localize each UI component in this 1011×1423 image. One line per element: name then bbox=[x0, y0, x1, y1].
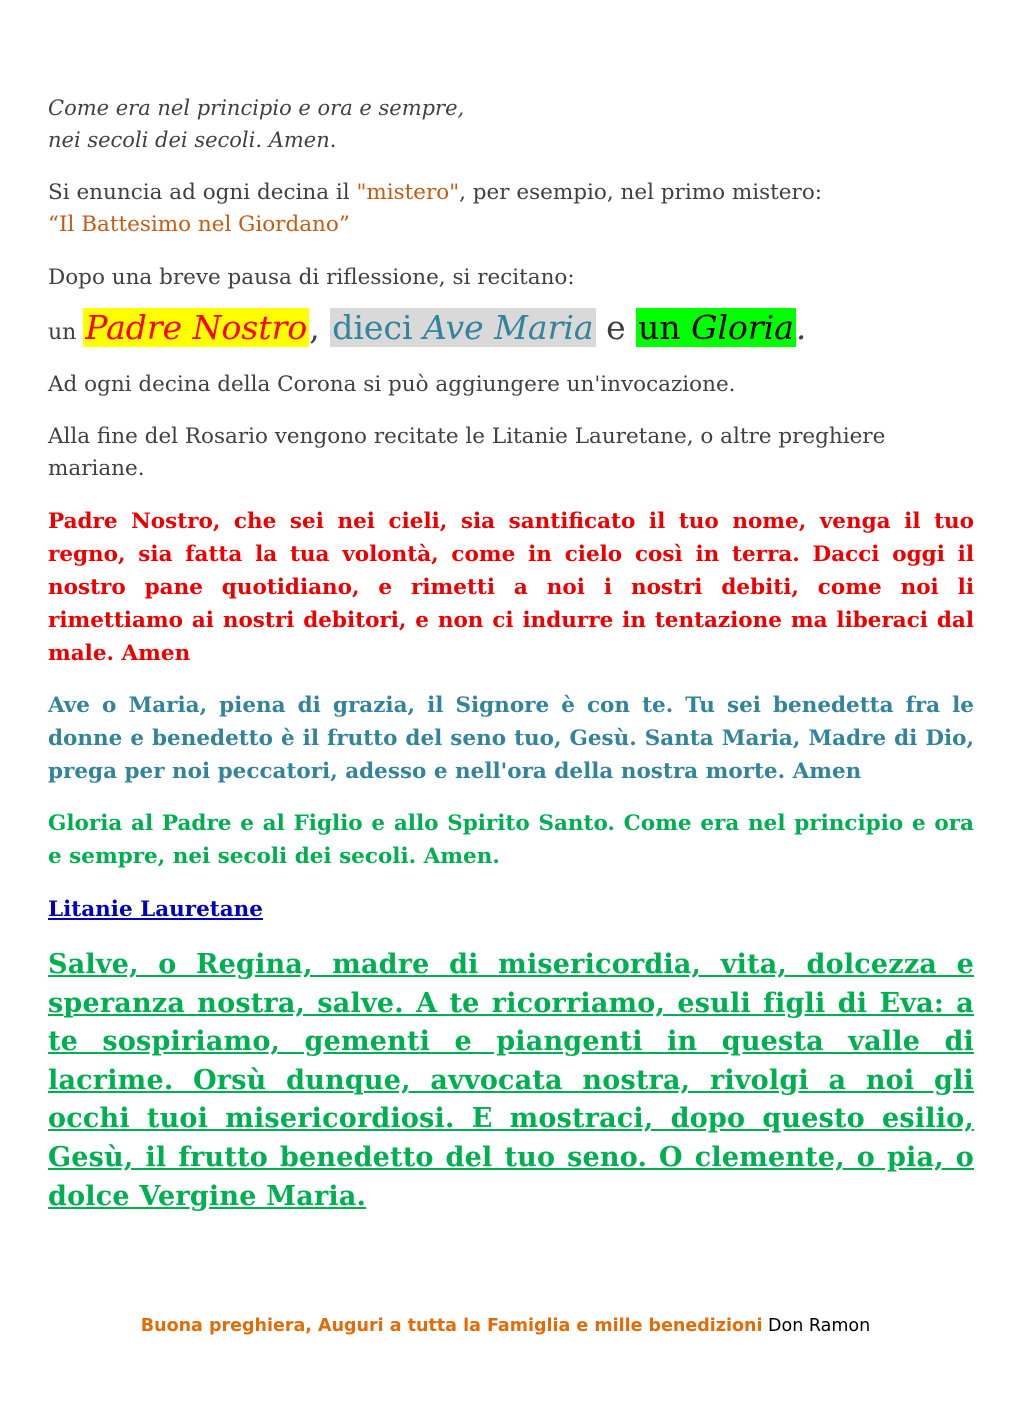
ave-maria-prayer: Ave o Maria, piena di grazia, il Signore è con te. Tu sei benedetta fra le donne e benedetto è il frutto del seno tuo, Gesù. Santa Maria, Madre di Dio, prega per noi peccatori, adesso e nell'ora della nostra morte. Amen bbox=[48, 693, 974, 784]
summary-ave-maria: Ave Maria bbox=[422, 308, 594, 347]
pause-paragraph: Dopo una breve pausa di riflessione, si recitano: bbox=[48, 265, 575, 290]
mystery-text-before: Si enuncia ad ogni decina il bbox=[48, 180, 357, 205]
summary-gloria-group bbox=[636, 308, 796, 347]
mystery-paragraph bbox=[48, 177, 974, 241]
intro-verse bbox=[48, 92, 974, 156]
summary-comma: , bbox=[309, 308, 320, 347]
footer-message: Buona preghiera, Auguri a tutta la Famiglia e mille benedizioni bbox=[140, 1316, 763, 1336]
rosary-summary bbox=[48, 306, 974, 355]
mystery-text-after: , per esempio, nel primo mistero: bbox=[459, 180, 823, 205]
summary-dieci: dieci bbox=[332, 308, 423, 347]
invocation-paragraph: Ad ogni decina della Corona si può aggiungere un'invocazione. bbox=[48, 372, 736, 397]
summary-ave-maria-group bbox=[330, 308, 595, 347]
summary-and: e bbox=[595, 308, 637, 347]
intro-line-2: nei secoli dei secoli. Amen. bbox=[48, 128, 337, 152]
document-page bbox=[48, 92, 974, 1216]
mystery-highlight: "mistero" bbox=[356, 180, 460, 205]
summary-padre-nostro: Padre Nostro bbox=[85, 308, 308, 347]
gloria-prayer: Gloria al Padre e al Figlio e allo Spirito Santo. Come era nel principio e ora e sempre, nei secoli dei secoli. Amen. bbox=[48, 811, 974, 869]
summary-un-1: un bbox=[48, 320, 84, 345]
footer-blessing bbox=[0, 1314, 1011, 1338]
mystery-instruction bbox=[48, 177, 974, 209]
salve-regina-prayer: Salve, o Regina, madre di misericordia, vita, dolcezza e speranza nostra, salve. A te ricorriamo, esuli figli di Eva: a te sospiriamo, gementi e piangenti in questa valle di lacrime. Orsù dunque, avvocata nostra, rivolgi a noi gli occhi tuoi misericordiosi. E mostraci, dopo questo esilio, Gesù, il frutto benedetto del tuo seno. O clemente, o pia, o dolce Vergine Maria. bbox=[48, 949, 974, 1212]
litanie-lauretane-link[interactable]: Litanie Lauretane bbox=[48, 897, 263, 922]
mystery-example: “Il Battesimo nel Giordano” bbox=[48, 212, 350, 237]
footer-signature: Don Ramon bbox=[768, 1316, 871, 1336]
summary-un-2: un bbox=[638, 308, 692, 347]
padre-nostro-prayer: Padre Nostro, che sei nei cieli, sia santificato il tuo nome, venga il tuo regno, sia fatta la tua volontà, come in cielo così in terra. Dacci oggi il nostro pane quotidiano, e rimetti a noi i nostri debiti, come noi li rimettiamo ai nostri debitori, e non ci indurre in tentazione ma liberaci dal male. Amen bbox=[48, 509, 974, 666]
summary-gloria: Gloria bbox=[691, 308, 794, 347]
summary-period: . bbox=[795, 308, 807, 347]
litanies-intro-paragraph: Alla fine del Rosario vengono recitate le Litanie Lauretane, o altre preghiere mariane. bbox=[48, 424, 886, 481]
intro-line-1: Come era nel principio e ora e sempre, bbox=[48, 96, 465, 120]
